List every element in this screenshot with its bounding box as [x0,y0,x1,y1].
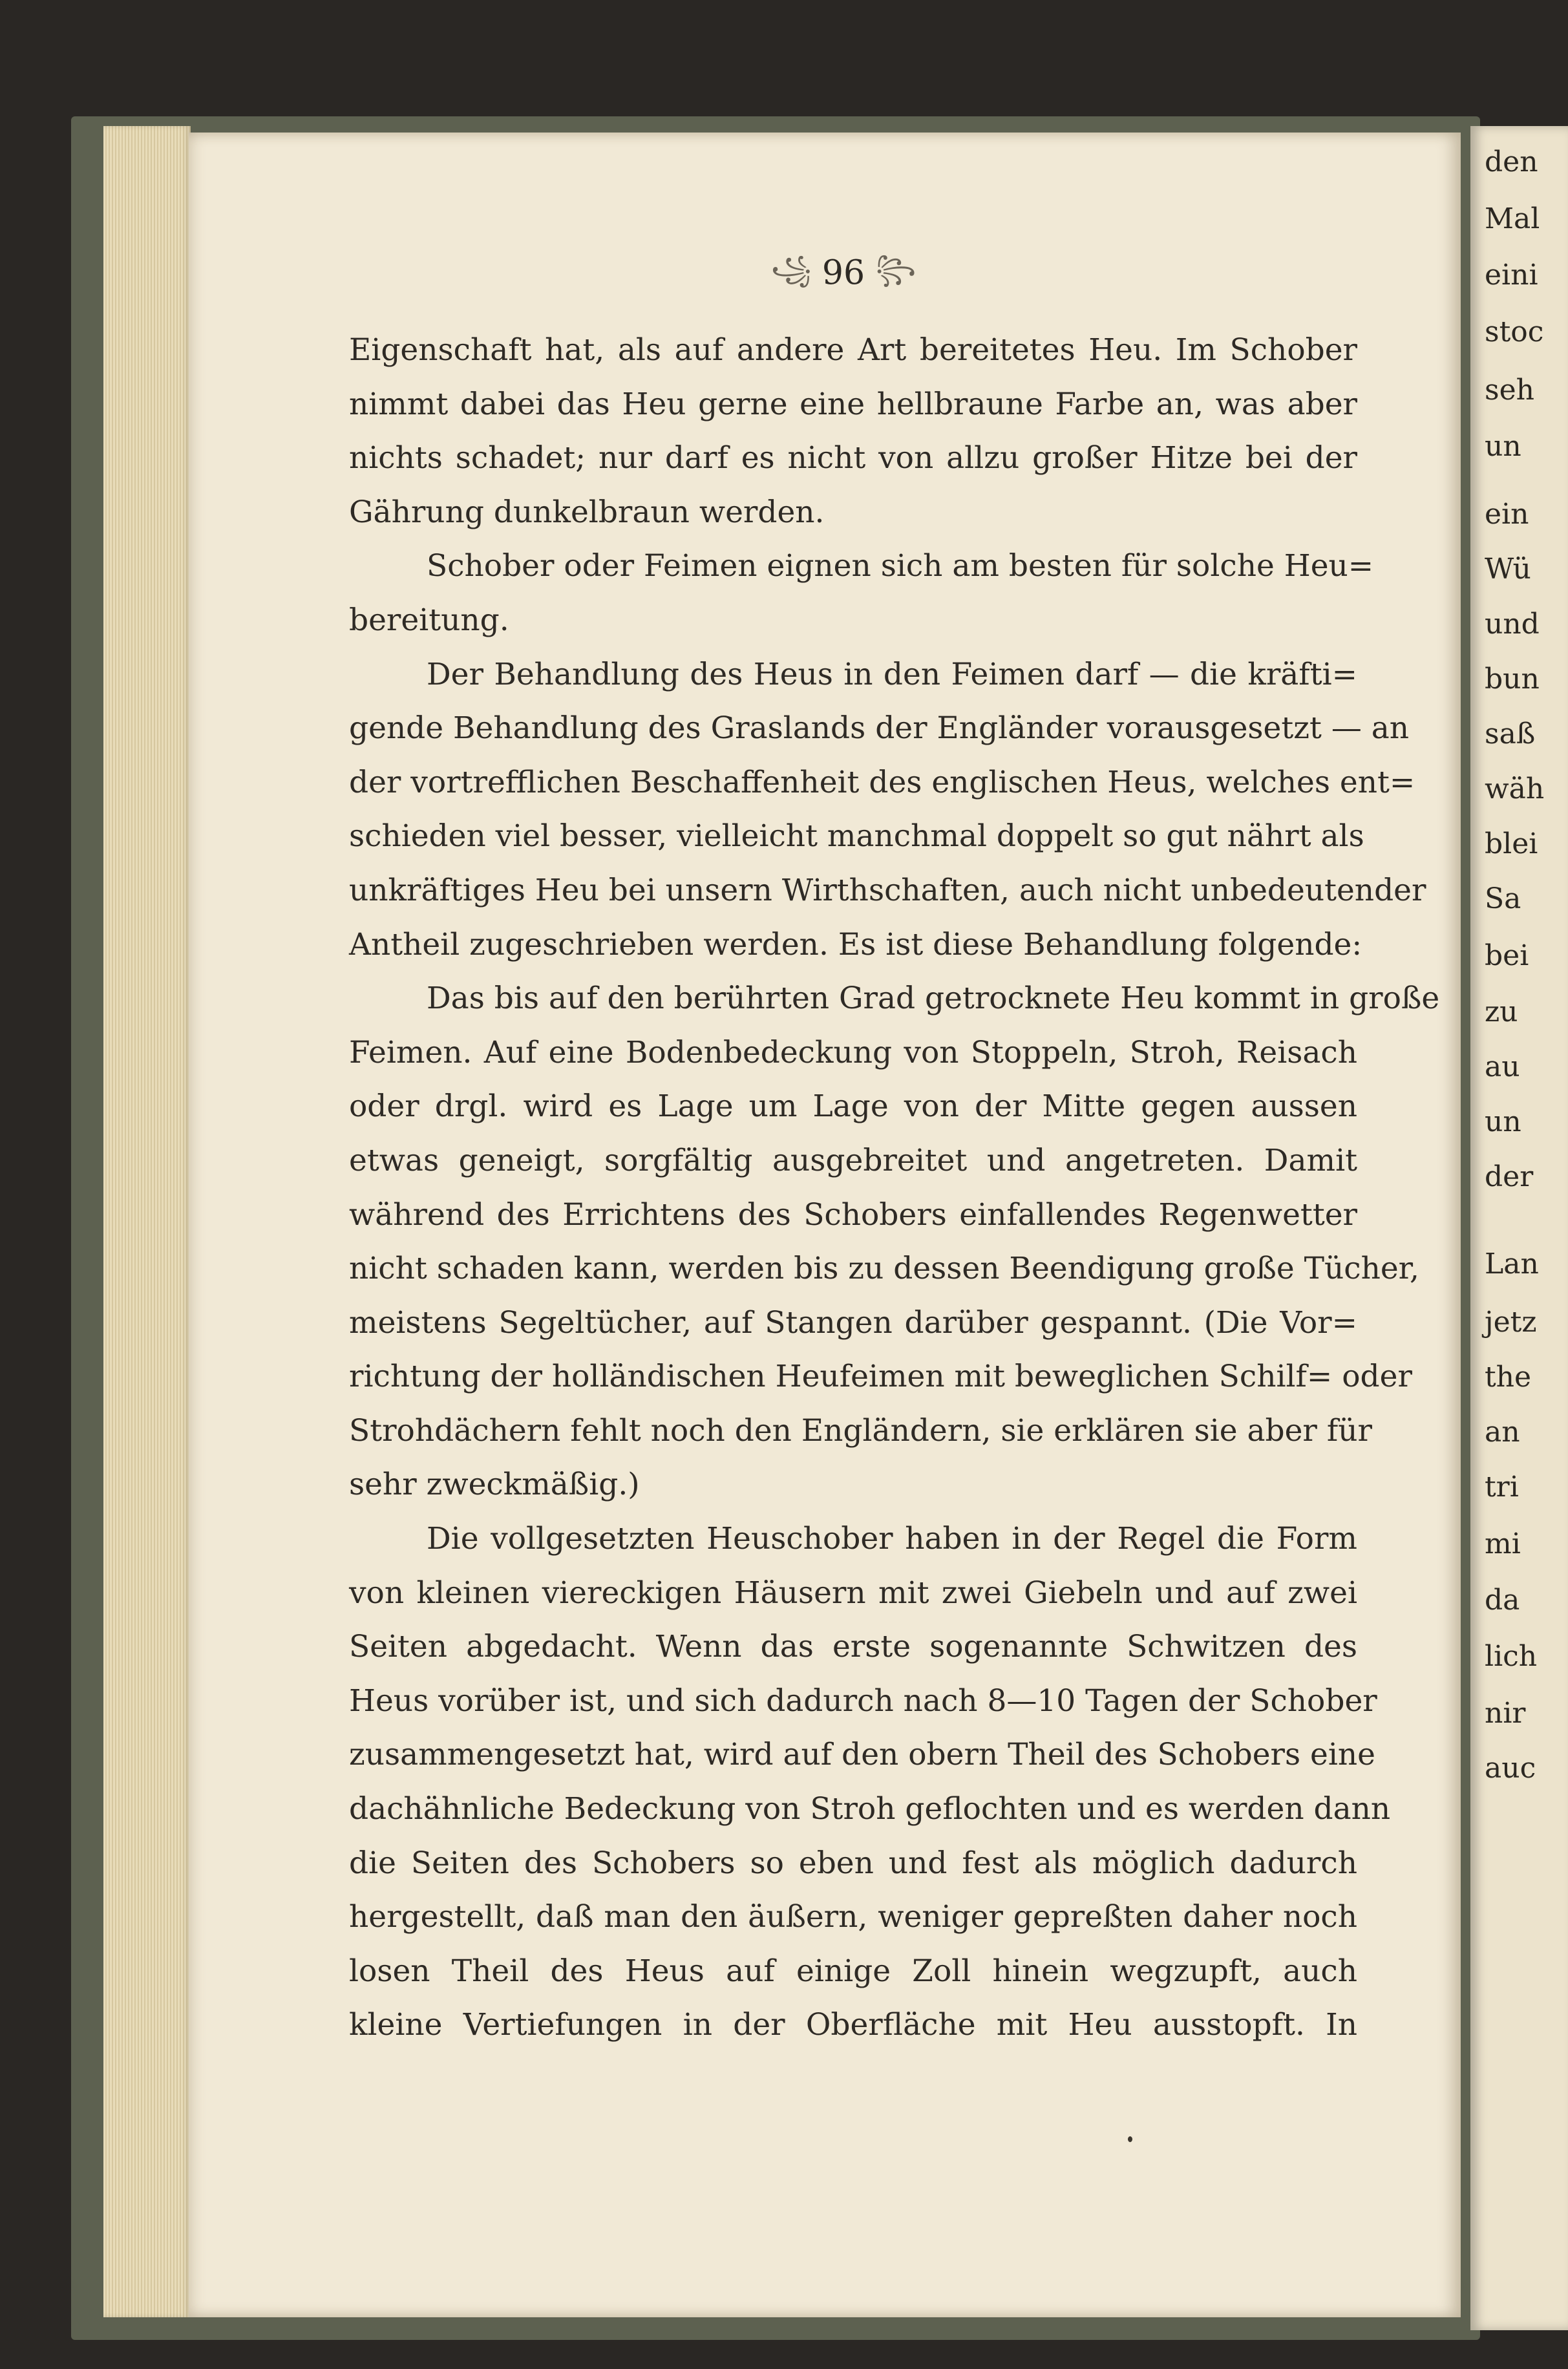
body-text [349,323,1440,2052]
facing-page-word: ein [1485,498,1529,531]
text-line: Heus vorüber ist, und sich dadurch nach 8—10 Tagen der Schober [349,1683,1377,1719]
text-line: Der Behandlung des Heus in den Feimen darf — die kräfti= [427,656,1357,692]
text-line: die Seiten des Schobers so eben und fest als möglich dadurch [349,1845,1357,1881]
facing-page-word: Sa [1485,882,1521,915]
facing-page-word: stoc [1485,315,1544,348]
facing-page-word: bei [1485,939,1529,972]
facing-page-word: Mal [1485,202,1540,235]
text-line: während des Errichtens des Schobers einfallendes Regenwetter [349,1196,1357,1233]
text-line: etwas geneigt, sorgfältig ausgebreitet und angetreten. Damit [349,1142,1357,1178]
ink-speck [1128,2136,1132,2142]
text-line: Feimen. Auf eine Bodenbedeckung von Stoppeln, Stroh, Reisach [349,1034,1357,1070]
text-line: richtung der holländischen Heufeimen mit beweglichen Schilf= oder [349,1359,1412,1395]
facing-page-word: tri [1485,1471,1519,1503]
left-ornament-icon: ꧁ [770,255,812,284]
facing-page-word: bun [1485,663,1540,696]
text-line: nicht schaden kann, werden bis zu dessen Beendigung große Tücher, [349,1251,1419,1287]
text-line: dachähnliche Bedeckung von Stroh geflochten und es werden dann [349,1791,1391,1827]
facing-page-word: blei [1485,827,1538,860]
facing-page-word: den [1485,145,1538,178]
facing-page-word: Wü [1485,553,1531,586]
text-line: schieden viel besser, vielleicht manchmal doppelt so gut nährt als [349,818,1364,855]
text-line: hergestellt, daß man den äußern, weniger gepreßten daher noch [349,1899,1357,1935]
text-line: nichts schadet; nur darf es nicht von allzu großer Hitze bei der [349,440,1357,476]
text-line: Gährung dunkelbraun werden. [349,494,825,530]
text-line: zusammengesetzt hat, wird auf den obern Theil des Schobers eine [349,1737,1375,1773]
right-ornament-icon: ꧂ [875,255,916,284]
text-line: nimmt dabei das Heu gerne eine hellbraune Farbe an, was aber [349,386,1357,422]
page-header [737,249,950,302]
facing-page-word: jetz [1485,1306,1537,1339]
text-line: Das bis auf den berührten Grad getrocknete Heu kommt in große [427,981,1440,1017]
text-line: kleine Vertiefungen in der Oberfläche mit Heu ausstopft. In [349,2007,1357,2043]
facing-page-fragment [1470,126,1568,2330]
text-line: Die vollgesetzten Heuschober haben in der Regel die Form [427,1521,1357,1557]
text-line: der vortrefflichen Beschaffenheit des englischen Heus, welches ent= [349,764,1415,800]
text-line: oder drgl. wird es Lage um Lage von der Mitte gegen aussen [349,1089,1357,1125]
facing-page-word: auc [1485,1752,1536,1785]
text-line: sehr zweckmäßig.) [349,1467,640,1503]
text-line: Schober oder Feimen eignen sich am besten für solche Heu= [427,548,1374,584]
facing-page-word: zu [1485,995,1518,1028]
text-line: Strohdächern fehlt noch den Engländern, sie erklären sie aber für [349,1412,1372,1449]
facing-page-word: Lan [1485,1248,1539,1280]
facing-page-word: und [1485,608,1540,641]
facing-page-word: da [1485,1584,1520,1617]
facing-page-word: wäh [1485,772,1545,805]
facing-page-word: seh [1485,374,1534,407]
text-line: Seiten abgedacht. Wenn das erste sogenannte Schwitzen des [349,1629,1357,1665]
text-line: bereitung. [349,602,509,638]
facing-page-word: an [1485,1416,1520,1449]
text-line: gende Behandlung des Graslands der Engländer vorausgesetzt — an [349,710,1410,747]
facing-page-word: the [1485,1361,1532,1394]
facing-page-word: mi [1485,1527,1521,1560]
facing-page-word: un [1485,1105,1521,1138]
text-line: unkräftiges Heu bei unsern Wirthschaften, auch nicht unbedeutender [349,872,1426,908]
facing-page-word: der [1485,1160,1534,1193]
text-line: Eigenschaft hat, als auf andere Art bereitetes Heu. Im Schober [349,332,1357,368]
facing-page-word: lich [1485,1640,1538,1673]
facing-page-word: eini [1485,259,1538,292]
facing-page-word: au [1485,1050,1520,1083]
text-line: von kleinen viereckigen Häusern mit zwei Giebeln und auf zwei [349,1575,1357,1611]
page-stack-edge [103,126,191,2317]
facing-page-word: un [1485,430,1521,463]
text-line: Antheil zugeschrieben werden. Es ist diese Behandlung folgende: [349,926,1362,962]
facing-page-word: nir [1485,1697,1526,1730]
text-line: meistens Segeltücher, auf Stangen darüber gespannt. (Die Vor= [349,1304,1357,1341]
page-number: 96 [821,253,865,293]
text-line: losen Theil des Heus auf einige Zoll hinein wegzupft, auch [349,1953,1357,1989]
facing-page-word: saß [1485,717,1536,750]
